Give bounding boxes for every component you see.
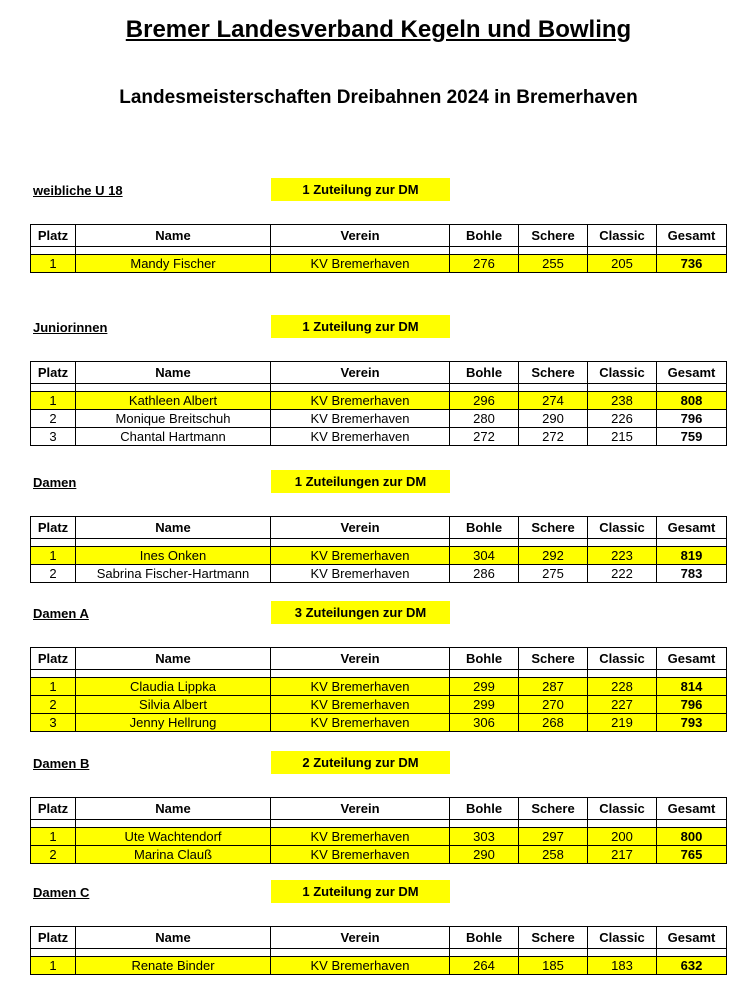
spacer-row bbox=[31, 384, 727, 392]
column-header: Verein bbox=[271, 648, 450, 670]
cell-platz: 1 bbox=[31, 392, 76, 410]
cell-bohle: 299 bbox=[450, 696, 519, 714]
cell-platz: 2 bbox=[31, 565, 76, 583]
cell-gesamt: 814 bbox=[657, 678, 727, 696]
column-header: Platz bbox=[31, 927, 76, 949]
table-row bbox=[31, 678, 727, 696]
cell-verein: KV Bremerhaven bbox=[271, 846, 450, 864]
cell-classic: 217 bbox=[588, 846, 657, 864]
cell-platz: 2 bbox=[31, 410, 76, 428]
section-4 bbox=[30, 751, 726, 862]
column-header: Gesamt bbox=[657, 517, 727, 539]
column-header: Name bbox=[76, 225, 271, 247]
table-row bbox=[31, 828, 727, 846]
cell-classic: 200 bbox=[588, 828, 657, 846]
column-header: Bohle bbox=[450, 362, 519, 384]
section-label: Juniorinnen bbox=[33, 320, 108, 335]
cell-name: Renate Binder bbox=[76, 957, 271, 975]
column-header: Verein bbox=[271, 225, 450, 247]
cell-bohle: 264 bbox=[450, 957, 519, 975]
cell-classic: 228 bbox=[588, 678, 657, 696]
column-header: Platz bbox=[31, 798, 76, 820]
document-subtitle: Landesmeisterschaften Dreibahnen 2024 in Bremerhaven bbox=[119, 87, 638, 108]
cell-gesamt: 796 bbox=[657, 696, 727, 714]
column-header: Classic bbox=[588, 225, 657, 247]
column-header: Name bbox=[76, 362, 271, 384]
column-header: Name bbox=[76, 798, 271, 820]
cell-bohle: 276 bbox=[450, 255, 519, 273]
cell-platz: 3 bbox=[31, 714, 76, 732]
cell-name: Monique Breitschuh bbox=[76, 410, 271, 428]
column-header: Verein bbox=[271, 798, 450, 820]
results-table bbox=[30, 224, 727, 273]
section-header bbox=[30, 880, 726, 904]
cell-name: Claudia Lippka bbox=[76, 678, 271, 696]
cell-name: Mandy Fischer bbox=[76, 255, 271, 273]
cell-platz: 2 bbox=[31, 696, 76, 714]
cell-platz: 1 bbox=[31, 255, 76, 273]
section-header bbox=[30, 751, 726, 775]
section-0 bbox=[30, 178, 726, 271]
cell-verein: KV Bremerhaven bbox=[271, 828, 450, 846]
table-header-row bbox=[31, 517, 727, 539]
column-header: Name bbox=[76, 517, 271, 539]
cell-schere: 258 bbox=[519, 846, 588, 864]
column-header: Classic bbox=[588, 648, 657, 670]
cell-gesamt: 759 bbox=[657, 428, 727, 446]
column-header: Gesamt bbox=[657, 225, 727, 247]
cell-classic: 226 bbox=[588, 410, 657, 428]
results-table bbox=[30, 516, 727, 583]
results-table bbox=[30, 797, 727, 864]
column-header: Bohle bbox=[450, 517, 519, 539]
cell-name: Ines Onken bbox=[76, 547, 271, 565]
cell-verein: KV Bremerhaven bbox=[271, 392, 450, 410]
column-header: Bohle bbox=[450, 225, 519, 247]
section-label: Damen bbox=[33, 475, 77, 490]
cell-schere: 270 bbox=[519, 696, 588, 714]
cell-verein: KV Bremerhaven bbox=[271, 410, 450, 428]
cell-verein: KV Bremerhaven bbox=[271, 255, 450, 273]
cell-schere: 287 bbox=[519, 678, 588, 696]
table-row bbox=[31, 255, 727, 273]
cell-classic: 183 bbox=[588, 957, 657, 975]
cell-schere: 292 bbox=[519, 547, 588, 565]
cell-platz: 2 bbox=[31, 846, 76, 864]
cell-gesamt: 632 bbox=[657, 957, 727, 975]
spacer-row bbox=[31, 247, 727, 255]
column-header: Schere bbox=[519, 648, 588, 670]
table-header-row bbox=[31, 225, 727, 247]
cell-verein: KV Bremerhaven bbox=[271, 696, 450, 714]
cell-name: Chantal Hartmann bbox=[76, 428, 271, 446]
cell-name: Silvia Albert bbox=[76, 696, 271, 714]
results-table bbox=[30, 361, 727, 446]
section-allocation-note: 1 Zuteilung zur DM bbox=[271, 315, 450, 338]
cell-platz: 1 bbox=[31, 957, 76, 975]
table-row bbox=[31, 547, 727, 565]
section-header bbox=[30, 470, 726, 494]
cell-platz: 1 bbox=[31, 547, 76, 565]
column-header: Classic bbox=[588, 517, 657, 539]
column-header: Classic bbox=[588, 927, 657, 949]
section-label: Damen C bbox=[33, 885, 90, 900]
cell-name: Marina Clauß bbox=[76, 846, 271, 864]
table-header-row bbox=[31, 648, 727, 670]
table-row bbox=[31, 957, 727, 975]
results-table bbox=[30, 926, 727, 975]
cell-bohle: 272 bbox=[450, 428, 519, 446]
cell-classic: 219 bbox=[588, 714, 657, 732]
column-header: Classic bbox=[588, 798, 657, 820]
cell-platz: 1 bbox=[31, 828, 76, 846]
cell-bohle: 299 bbox=[450, 678, 519, 696]
column-header: Platz bbox=[31, 517, 76, 539]
cell-schere: 297 bbox=[519, 828, 588, 846]
cell-gesamt: 796 bbox=[657, 410, 727, 428]
cell-platz: 3 bbox=[31, 428, 76, 446]
cell-gesamt: 793 bbox=[657, 714, 727, 732]
cell-classic: 222 bbox=[588, 565, 657, 583]
spacer-row bbox=[31, 949, 727, 957]
column-header: Bohle bbox=[450, 798, 519, 820]
table-row bbox=[31, 410, 727, 428]
column-header: Name bbox=[76, 927, 271, 949]
column-header: Gesamt bbox=[657, 798, 727, 820]
column-header: Verein bbox=[271, 927, 450, 949]
column-header: Platz bbox=[31, 362, 76, 384]
cell-schere: 290 bbox=[519, 410, 588, 428]
column-header: Verein bbox=[271, 517, 450, 539]
cell-classic: 205 bbox=[588, 255, 657, 273]
cell-schere: 255 bbox=[519, 255, 588, 273]
spacer-row bbox=[31, 670, 727, 678]
section-allocation-note: 3 Zuteilungen zur DM bbox=[271, 601, 450, 624]
cell-schere: 274 bbox=[519, 392, 588, 410]
cell-classic: 223 bbox=[588, 547, 657, 565]
section-allocation-note: 1 Zuteilung zur DM bbox=[271, 178, 450, 201]
cell-name: Jenny Hellrung bbox=[76, 714, 271, 732]
section-2 bbox=[30, 470, 726, 581]
cell-name: Ute Wachtendorf bbox=[76, 828, 271, 846]
column-header: Bohle bbox=[450, 648, 519, 670]
section-header bbox=[30, 178, 726, 202]
column-header: Schere bbox=[519, 517, 588, 539]
cell-gesamt: 808 bbox=[657, 392, 727, 410]
cell-bohle: 303 bbox=[450, 828, 519, 846]
table-row bbox=[31, 846, 727, 864]
table-row bbox=[31, 714, 727, 732]
cell-verein: KV Bremerhaven bbox=[271, 957, 450, 975]
column-header: Gesamt bbox=[657, 362, 727, 384]
column-header: Classic bbox=[588, 362, 657, 384]
table-header-row bbox=[31, 362, 727, 384]
cell-gesamt: 819 bbox=[657, 547, 727, 565]
cell-verein: KV Bremerhaven bbox=[271, 565, 450, 583]
cell-verein: KV Bremerhaven bbox=[271, 714, 450, 732]
column-header: Platz bbox=[31, 648, 76, 670]
section-label: Damen B bbox=[33, 756, 90, 771]
cell-verein: KV Bremerhaven bbox=[271, 428, 450, 446]
cell-bohle: 296 bbox=[450, 392, 519, 410]
column-header: Gesamt bbox=[657, 648, 727, 670]
table-header-row bbox=[31, 798, 727, 820]
section-allocation-note: 1 Zuteilungen zur DM bbox=[271, 470, 450, 493]
table-row bbox=[31, 565, 727, 583]
cell-name: Sabrina Fischer-Hartmann bbox=[76, 565, 271, 583]
spacer-row bbox=[31, 539, 727, 547]
section-1 bbox=[30, 315, 726, 444]
cell-classic: 238 bbox=[588, 392, 657, 410]
section-5 bbox=[30, 880, 726, 973]
section-allocation-note: 2 Zuteilung zur DM bbox=[271, 751, 450, 774]
section-allocation-note: 1 Zuteilung zur DM bbox=[271, 880, 450, 903]
column-header: Name bbox=[76, 648, 271, 670]
cell-bohle: 304 bbox=[450, 547, 519, 565]
cell-gesamt: 800 bbox=[657, 828, 727, 846]
column-header: Bohle bbox=[450, 927, 519, 949]
document-title: Bremer Landesverband Kegeln und Bowling bbox=[125, 16, 632, 43]
cell-bohle: 306 bbox=[450, 714, 519, 732]
cell-gesamt: 736 bbox=[657, 255, 727, 273]
cell-verein: KV Bremerhaven bbox=[271, 547, 450, 565]
cell-gesamt: 783 bbox=[657, 565, 727, 583]
cell-gesamt: 765 bbox=[657, 846, 727, 864]
table-header-row bbox=[31, 927, 727, 949]
table-row bbox=[31, 696, 727, 714]
section-label: weibliche U 18 bbox=[33, 183, 123, 198]
column-header: Schere bbox=[519, 927, 588, 949]
cell-schere: 268 bbox=[519, 714, 588, 732]
cell-bohle: 280 bbox=[450, 410, 519, 428]
section-3 bbox=[30, 601, 726, 730]
cell-classic: 215 bbox=[588, 428, 657, 446]
cell-verein: KV Bremerhaven bbox=[271, 678, 450, 696]
cell-platz: 1 bbox=[31, 678, 76, 696]
cell-bohle: 290 bbox=[450, 846, 519, 864]
table-row bbox=[31, 428, 727, 446]
results-table bbox=[30, 647, 727, 732]
column-header: Verein bbox=[271, 362, 450, 384]
cell-schere: 275 bbox=[519, 565, 588, 583]
spacer-row bbox=[31, 820, 727, 828]
section-label: Damen A bbox=[33, 606, 89, 621]
cell-name: Kathleen Albert bbox=[76, 392, 271, 410]
column-header: Schere bbox=[519, 225, 588, 247]
column-header: Schere bbox=[519, 798, 588, 820]
table-row bbox=[31, 392, 727, 410]
cell-schere: 272 bbox=[519, 428, 588, 446]
section-header bbox=[30, 315, 726, 339]
column-header: Schere bbox=[519, 362, 588, 384]
cell-schere: 185 bbox=[519, 957, 588, 975]
section-header bbox=[30, 601, 726, 625]
cell-classic: 227 bbox=[588, 696, 657, 714]
column-header: Platz bbox=[31, 225, 76, 247]
column-header: Gesamt bbox=[657, 927, 727, 949]
cell-bohle: 286 bbox=[450, 565, 519, 583]
